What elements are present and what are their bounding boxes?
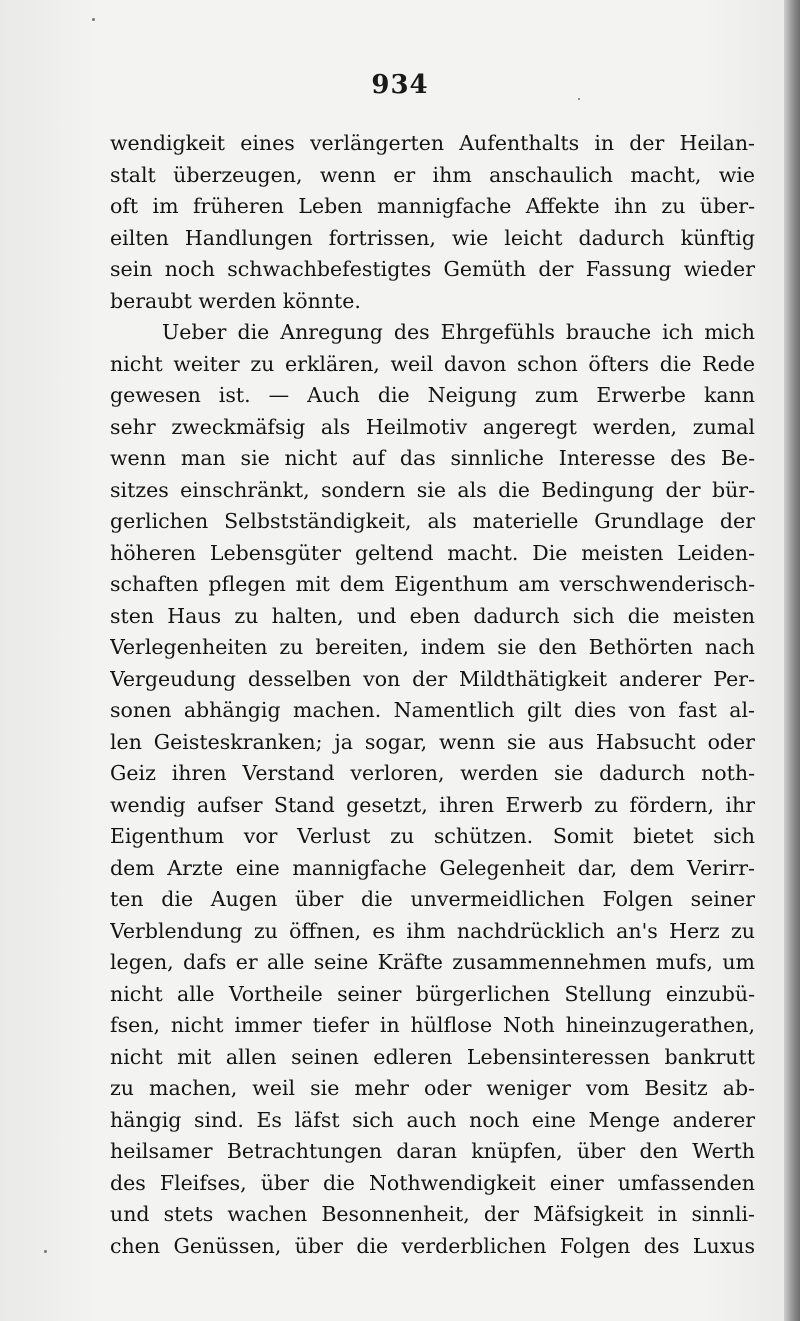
- text-line: wendig aufser Stand gesetzt, ihren Erwerb zu fördern, ihr: [110, 792, 755, 817]
- text-line: Verlegenheiten zu bereiten, indem sie den Bethörten nach: [110, 635, 755, 659]
- text-line: fsen, nicht immer tiefer in hülflose Noth hineinzugerathen,: [110, 1013, 755, 1037]
- body-text: [110, 128, 755, 1262]
- text-line: len Geisteskranken; ja sogar, wenn sie aus Habsucht oder: [110, 729, 755, 754]
- text-line: legen, dafs er alle seine Kräfte zusammennehmen mufs, um: [110, 950, 755, 974]
- page-edge-shadow: [784, 0, 800, 1321]
- text-line: Eigenthum vor Verlust zu schützen. Somit bietet sich: [110, 824, 755, 848]
- text-line: wendigkeit eines verlängerten Aufenthalts in der Heilan-: [110, 131, 755, 155]
- text-line: Ueber die Anregung des Ehrgefühls brauche ich mich: [162, 320, 755, 344]
- text-line: und stets wachen Besonnenheit, der Mäfsigkeit in sinnli-: [110, 1202, 755, 1226]
- text-line: Verblendung zu öffnen, es ihm nachdrücklich an's Herz zu: [110, 918, 755, 943]
- text-line: dem Arzte eine mannigfache Gelegenheit dar, dem Verirr-: [110, 855, 755, 880]
- text-line: nicht weiter zu erklären, weil davon schon öfters die Rede: [110, 351, 755, 376]
- paper-speck: [578, 98, 580, 100]
- text-line: des Fleifses, über die Nothwendigkeit einer umfassenden: [110, 1170, 755, 1195]
- paper-speck: [92, 18, 95, 21]
- text-line: sten Haus zu halten, und eben dadurch sich die meisten: [110, 603, 755, 628]
- text-line: wenn man sie nicht auf das sinnliche Interesse des Be-: [110, 446, 755, 470]
- paper-speck: [44, 1250, 47, 1253]
- text-line: stalt überzeugen, wenn er ihm anschaulich macht, wie: [110, 162, 755, 187]
- text-line: chen Genüssen, über die verderblichen Folgen des Luxus: [110, 1233, 755, 1258]
- text-line: nicht mit allen seinen edleren Lebensinteressen bankrutt: [110, 1044, 755, 1069]
- text-line: schaften pflegen mit dem Eigenthum am verschwenderisch-: [110, 572, 755, 596]
- text-line: hängig sind. Es läfst sich auch noch eine Menge anderer: [110, 1107, 755, 1132]
- page-number: 934: [371, 70, 429, 100]
- text-line: eilten Handlungen fortrissen, wie leicht dadurch künftig: [110, 225, 755, 250]
- text-line: sitzes einschränkt, sondern sie als die Bedingung der bür-: [110, 477, 755, 502]
- text-line: heilsamer Betrachtungen daran knüpfen, über den Werth: [110, 1139, 755, 1163]
- text-line: Geiz ihren Verstand verloren, werden sie dadurch noth-: [110, 761, 755, 785]
- text-line: zu machen, weil sie mehr oder weniger vom Besitz ab-: [110, 1076, 755, 1100]
- text-line: sein noch schwachbefestigtes Gemüth der Fassung wieder: [110, 257, 755, 281]
- text-line: Vergeudung desselben von der Mildthätigkeit anderer Per-: [110, 666, 755, 691]
- text-line: ten die Augen über die unvermeidlichen Folgen seiner: [110, 887, 755, 911]
- text-line: oft im früheren Leben mannigfache Affekte ihn zu über-: [110, 194, 755, 218]
- text-line: gerlichen Selbstständigkeit, als materielle Grundlage der: [110, 509, 755, 533]
- text-line: sonen abhängig machen. Namentlich gilt dies von fast al-: [110, 698, 755, 722]
- text-line: beraubt werden könnte.: [110, 288, 361, 313]
- text-line: gewesen ist. — Auch die Neigung zum Erwerbe kann: [110, 383, 755, 407]
- text-line: sehr zweckmäfsig als Heilmotiv angeregt werden, zumal: [110, 414, 755, 439]
- text-line: höheren Lebensgüter geltend macht. Die meisten Leiden-: [110, 540, 755, 565]
- text-line: nicht alle Vortheile seiner bürgerlichen Stellung einzubü-: [110, 981, 755, 1006]
